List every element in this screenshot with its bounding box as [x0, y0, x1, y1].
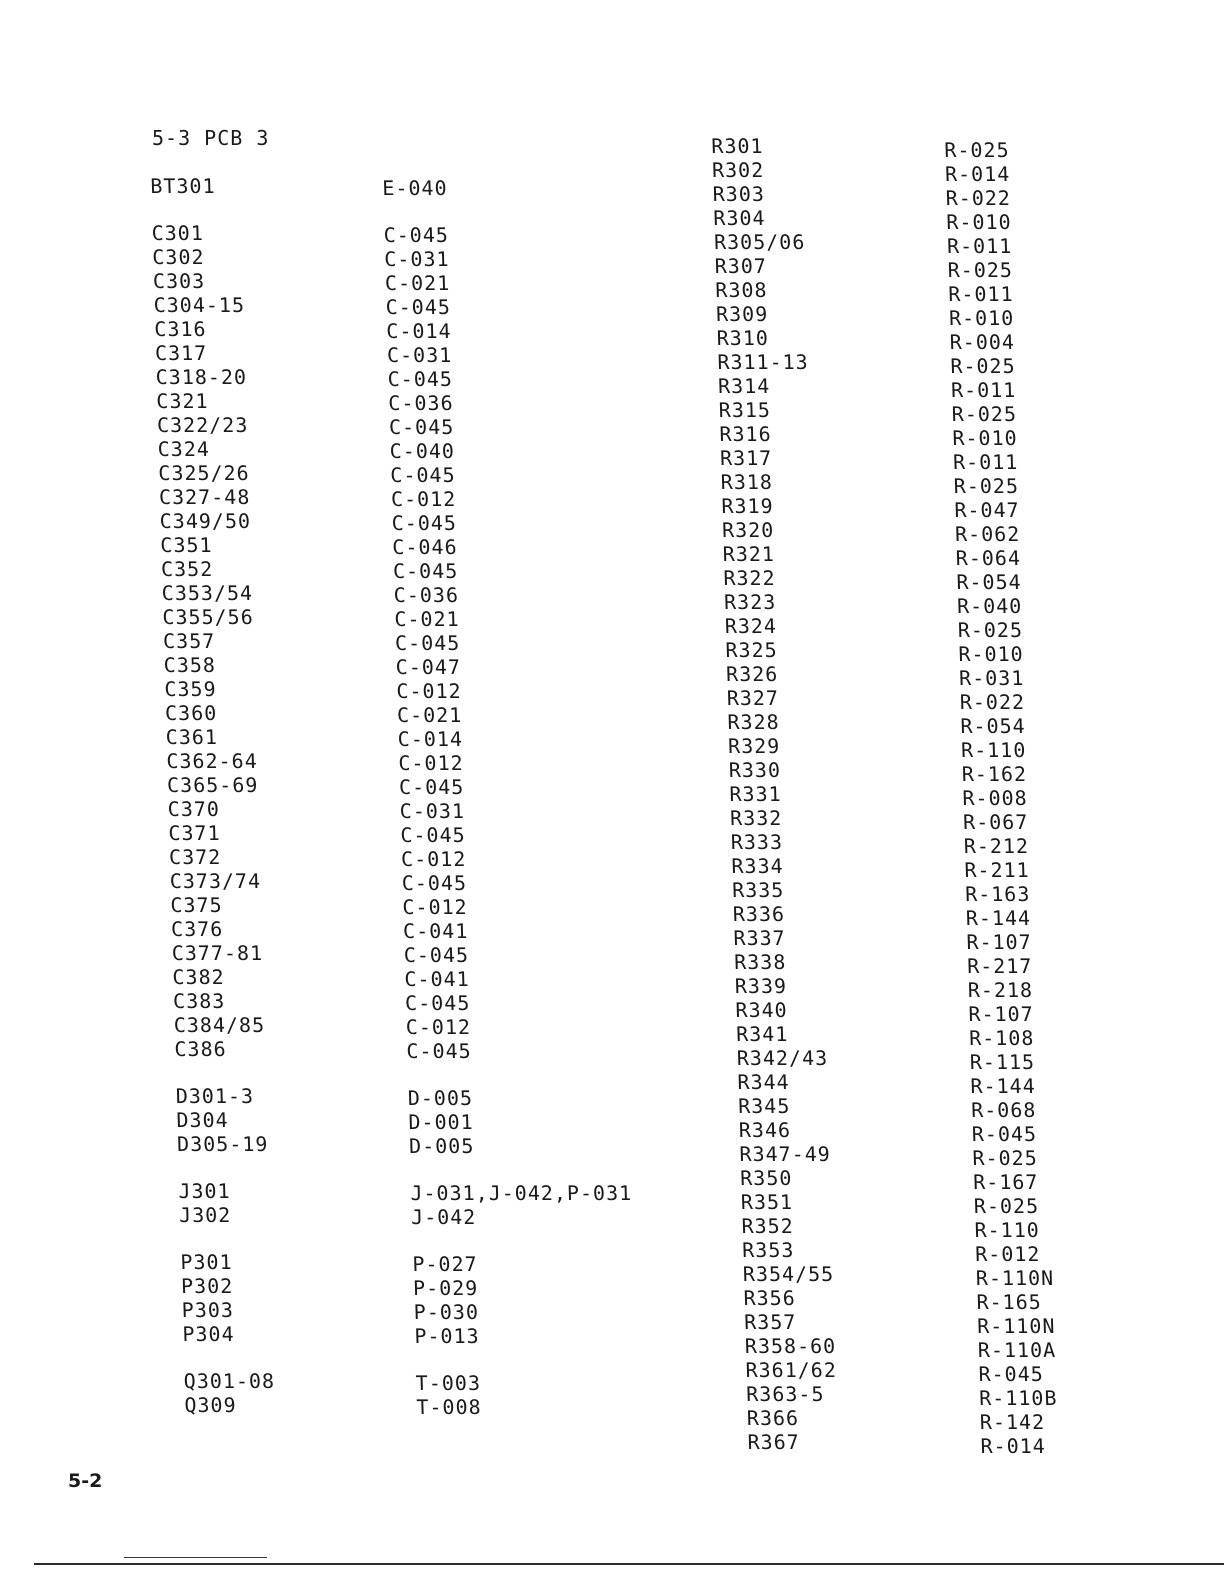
part-number: P-027	[412, 1252, 478, 1276]
reference-designator: BT301	[150, 174, 216, 198]
part-number: R-011	[950, 378, 1017, 402]
reference-designator: C322/23	[156, 413, 249, 437]
group-spacer	[183, 1346, 454, 1369]
reference-designator: R340	[735, 998, 788, 1022]
reference-designator: R307	[714, 254, 768, 278]
part-number: C-012	[398, 751, 464, 775]
reference-designator: R346	[738, 1118, 792, 1142]
reference-designator: C375	[170, 893, 223, 917]
reference-designator: P301	[180, 1250, 233, 1274]
part-number: R-022	[959, 690, 1026, 714]
reference-designator: C377-81	[171, 941, 264, 965]
part-number: R-144	[965, 906, 1032, 930]
reference-designator: R308	[715, 278, 768, 302]
reference-designator: R327	[726, 686, 780, 710]
group-spacer	[177, 1156, 448, 1179]
part-number: C-021	[384, 271, 451, 295]
part-number: R-163	[964, 882, 1031, 906]
part-number: C-045	[390, 463, 456, 487]
reference-designator: C383	[172, 989, 226, 1013]
part-number: C-045	[401, 871, 468, 895]
part-number: R-108	[968, 1026, 1035, 1050]
part-number: P-029	[412, 1276, 479, 1300]
reference-designator: D301-3	[175, 1084, 255, 1108]
part-number: R-064	[955, 546, 1022, 570]
part-number: C-040	[389, 439, 456, 463]
section-title: 5-3 PCB 3	[152, 126, 270, 150]
part-number: R-068	[970, 1098, 1037, 1122]
group-spacer	[409, 1158, 680, 1181]
reference-designator: C325/26	[158, 461, 250, 485]
part-number: C-045	[406, 1039, 472, 1063]
part-number: R-162	[961, 762, 1028, 786]
reference-designator: C357	[162, 629, 216, 653]
reference-designator: P302	[180, 1274, 234, 1298]
group-spacer	[383, 200, 654, 223]
part-number: R-022	[945, 186, 1012, 210]
part-number: R-110	[960, 738, 1027, 762]
part-number: R-011	[952, 450, 1019, 474]
reference-designator: R314	[717, 374, 771, 398]
reference-designator: D304	[176, 1108, 229, 1132]
reference-designator: R301	[711, 134, 764, 158]
left-part-number-column	[382, 176, 687, 1419]
reference-designator: C362-64	[166, 749, 259, 773]
part-number: R-047	[954, 498, 1020, 522]
part-number: C-012	[396, 679, 462, 703]
part-number: R-110B	[978, 1386, 1058, 1410]
reference-designator: C370	[167, 797, 221, 821]
reference-designator: R352	[741, 1214, 795, 1238]
reference-designator: R336	[732, 902, 786, 926]
part-number: R-211	[964, 858, 1031, 882]
bottom-rule	[34, 1563, 1224, 1565]
reference-designator: C302	[151, 245, 205, 269]
part-number: R-165	[976, 1290, 1043, 1314]
part-number: R-062	[954, 522, 1021, 546]
reference-designator: R350	[739, 1166, 793, 1190]
reference-designator: R339	[734, 974, 788, 998]
part-number: R-110A	[977, 1338, 1057, 1362]
part-number: C-045	[385, 295, 452, 319]
part-number: R-014	[980, 1434, 1047, 1458]
reference-designator: C384/85	[173, 1013, 266, 1037]
part-number: C-045	[400, 823, 466, 847]
reference-designator: R361/62	[745, 1358, 838, 1382]
part-number: R-025	[950, 354, 1016, 378]
part-number: R-218	[967, 978, 1034, 1002]
reference-designator: C301	[151, 221, 205, 245]
reference-designator: R341	[735, 1022, 789, 1046]
part-number: R-025	[944, 138, 1010, 162]
reference-designator: R329	[727, 734, 781, 758]
reference-designator: R354/55	[742, 1262, 835, 1286]
reference-designator: R324	[724, 614, 778, 638]
reference-designator: R304	[713, 206, 766, 230]
reference-designator: C321	[156, 389, 209, 413]
part-number: R-010	[948, 306, 1015, 330]
part-number: C-014	[385, 319, 452, 343]
part-number: R-110	[974, 1218, 1041, 1242]
reference-designator: R367	[747, 1430, 801, 1454]
part-number: P-013	[414, 1324, 480, 1348]
part-number: D-001	[408, 1110, 474, 1134]
part-number: R-110N	[975, 1266, 1055, 1290]
part-number: C-045	[387, 367, 454, 391]
part-number: C-045	[403, 943, 470, 967]
reference-designator: R305/06	[713, 230, 806, 254]
reference-designator: C318-20	[155, 365, 248, 389]
reference-designator: R330	[728, 758, 782, 782]
reference-designator: R334	[731, 854, 784, 878]
part-number: C-031	[386, 343, 453, 367]
reference-designator: R328	[727, 710, 780, 734]
part-number: C-045	[398, 775, 465, 799]
part-number: C-036	[393, 583, 460, 607]
part-number: R-110N	[976, 1314, 1056, 1338]
part-number: C-045	[404, 991, 471, 1015]
reference-designator: C324	[157, 437, 211, 461]
right-part-number-column	[944, 138, 1224, 1458]
part-number: C-012	[390, 487, 457, 511]
reference-designator: R311-13	[717, 350, 810, 374]
part-number: R-008	[962, 786, 1028, 810]
part-number: R-025	[947, 258, 1014, 282]
reference-designator: R317	[719, 446, 773, 470]
part-number: R-144	[970, 1074, 1037, 1098]
reference-designator: C355/56	[162, 605, 255, 629]
reference-designator: C304-15	[153, 293, 246, 317]
part-number: R-045	[971, 1122, 1038, 1146]
part-number: C-031	[383, 247, 450, 271]
part-number: C-045	[383, 223, 450, 247]
part-number: C-046	[392, 535, 458, 559]
part-number: R-115	[969, 1050, 1036, 1074]
part-number: C-045	[392, 559, 459, 583]
part-number: R-045	[978, 1362, 1045, 1386]
reference-designator: R358-60	[744, 1334, 837, 1358]
reference-designator: R356	[743, 1286, 797, 1310]
part-number: C-047	[395, 655, 462, 679]
reference-designator: R322	[723, 566, 776, 590]
part-number: R-025	[953, 474, 1020, 498]
group-spacer	[407, 1063, 678, 1086]
part-number: J-042	[410, 1205, 477, 1229]
reference-designator: C373/74	[169, 869, 262, 893]
group-spacer	[411, 1229, 682, 1252]
reference-designator: C316	[153, 317, 207, 341]
reference-designator: R320	[721, 518, 775, 542]
part-number: R-142	[979, 1410, 1046, 1434]
reference-designator: R347-49	[739, 1142, 832, 1166]
reference-designator: J301	[178, 1179, 231, 1203]
part-number: R-025	[951, 402, 1018, 426]
part-number: D-005	[407, 1086, 474, 1110]
part-number: R-031	[958, 666, 1025, 690]
part-number: R-010	[946, 210, 1012, 234]
part-number: R-014	[944, 162, 1011, 186]
part-number: C-021	[394, 607, 460, 631]
reference-designator: R342/43	[736, 1046, 829, 1070]
part-number: C-045	[391, 511, 458, 535]
group-spacer	[415, 1348, 686, 1371]
part-number: C-012	[405, 1015, 472, 1039]
part-number: R-054	[960, 714, 1026, 738]
reference-designator: D305-19	[176, 1132, 269, 1156]
reference-designator: P303	[181, 1298, 235, 1322]
reference-designator: R363-5	[745, 1382, 825, 1406]
reference-designator: C361	[165, 725, 219, 749]
reference-designator: R335	[731, 878, 785, 902]
reference-designator: Q301-08	[183, 1369, 276, 1393]
reference-designator: C303	[152, 269, 206, 293]
reference-designator: C386	[174, 1037, 227, 1061]
part-number: R-217	[966, 954, 1033, 978]
reference-designator: C352	[160, 557, 214, 581]
reference-designator: C371	[168, 821, 221, 845]
reference-designator: R323	[723, 590, 777, 614]
part-number: R-107	[966, 930, 1033, 954]
part-number: C-014	[397, 727, 464, 751]
part-number: R-011	[946, 234, 1013, 258]
part-number: C-036	[388, 391, 454, 415]
reference-designator: R331	[729, 782, 782, 806]
part-number: P-030	[413, 1300, 480, 1324]
part-number: C-045	[394, 631, 461, 655]
reference-designator: J302	[178, 1203, 232, 1227]
reference-designator: R351	[740, 1190, 794, 1214]
part-number: R-212	[963, 834, 1030, 858]
reference-designator: C372	[168, 845, 222, 869]
page-number: 5-2	[68, 1470, 103, 1492]
reference-designator: R321	[722, 542, 776, 566]
reference-designator: R302	[711, 158, 765, 182]
reference-designator: R316	[719, 422, 772, 446]
part-number: R-054	[956, 570, 1022, 594]
reference-designator: R345	[737, 1094, 791, 1118]
reference-designator: C327-48	[158, 485, 251, 509]
part-number: C-045	[388, 415, 455, 439]
reference-designator: R315	[718, 398, 772, 422]
part-number: R-010	[952, 426, 1018, 450]
part-number: C-012	[402, 895, 468, 919]
part-number: R-004	[949, 330, 1016, 354]
reference-designator: C353/54	[161, 581, 254, 605]
part-number: C-031	[399, 799, 466, 823]
part-number: J-031,J-042,P-031	[410, 1181, 633, 1205]
reference-designator: R310	[716, 326, 770, 350]
reference-designator: R309	[715, 302, 769, 326]
reference-designator: R337	[733, 926, 786, 950]
part-number: T-008	[416, 1395, 482, 1419]
reference-designator: R333	[730, 830, 784, 854]
part-number: R-025	[972, 1146, 1039, 1170]
reference-designator: C358	[163, 653, 217, 677]
part-number: R-012	[974, 1242, 1041, 1266]
bottom-rule-accent	[124, 1557, 267, 1558]
reference-designator: R318	[720, 470, 774, 494]
part-number: R-010	[958, 642, 1024, 666]
reference-designator: C365-69	[166, 773, 259, 797]
reference-designator: R303	[712, 182, 766, 206]
reference-designator: R353	[741, 1238, 795, 1262]
part-number: E-040	[382, 176, 448, 200]
part-number: T-003	[415, 1371, 482, 1395]
reference-designator: C351	[160, 533, 213, 557]
part-number: R-025	[973, 1194, 1040, 1218]
part-number: R-067	[962, 810, 1029, 834]
reference-designator: C376	[170, 917, 224, 941]
part-number: R-011	[948, 282, 1014, 306]
part-number: C-012	[400, 847, 467, 871]
reference-designator: C359	[164, 677, 217, 701]
part-number: R-107	[968, 1002, 1035, 1026]
group-spacer	[175, 1061, 446, 1084]
reference-designator: R326	[725, 662, 779, 686]
reference-designator: R366	[746, 1406, 800, 1430]
reference-designator: P304	[182, 1322, 235, 1346]
group-spacer	[179, 1227, 450, 1250]
reference-designator: R319	[721, 494, 774, 518]
reference-designator: C317	[154, 341, 208, 365]
part-number: C-021	[396, 703, 463, 727]
reference-designator: R344	[737, 1070, 790, 1094]
group-spacer	[151, 198, 422, 221]
reference-designator: R325	[725, 638, 778, 662]
part-number: C-041	[404, 967, 470, 991]
reference-designator: R357	[743, 1310, 797, 1334]
reference-designator: C360	[164, 701, 218, 725]
part-number: R-167	[972, 1170, 1039, 1194]
reference-designator: C349/50	[159, 509, 252, 533]
part-number: C-041	[402, 919, 469, 943]
reference-designator: R332	[729, 806, 783, 830]
reference-designator: C382	[172, 965, 225, 989]
part-number: R-040	[956, 594, 1023, 618]
part-number: D-005	[408, 1134, 475, 1158]
reference-designator: R338	[733, 950, 787, 974]
reference-designator: Q309	[184, 1393, 237, 1417]
part-number: R-025	[957, 618, 1024, 642]
